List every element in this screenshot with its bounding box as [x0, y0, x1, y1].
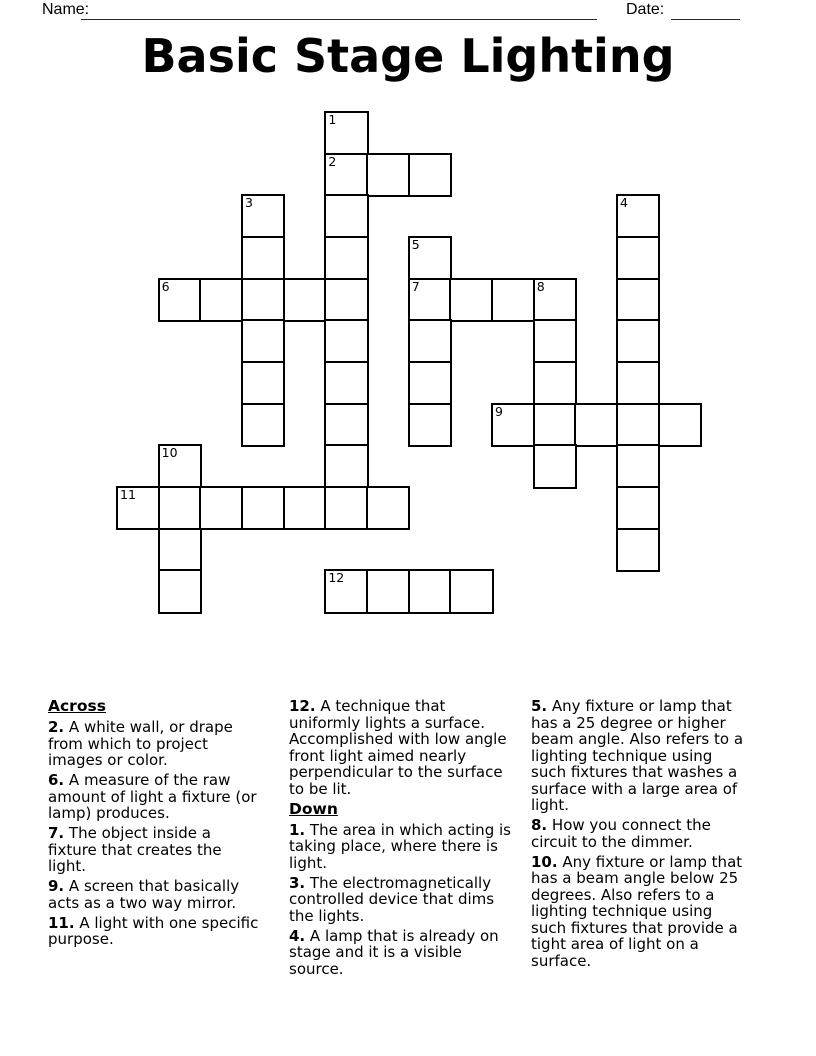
cell-number: 8	[536, 278, 545, 294]
cell-number: 3	[245, 195, 253, 211]
clue-10: 10. Any fixture or lamp that has a beam angle below 25 degrees. Also refers to a lighting technique using such fixtures that provide a tight area of light on a surface.	[531, 852, 743, 970]
grid-cell	[324, 361, 368, 405]
clue-5: 5. Any fixture or lamp that has a 25 degree or higher beam angle. Also refers to a lighting technique using such fixtures that washes a surface with a large area of light.	[531, 697, 744, 814]
grid-cell	[616, 444, 660, 488]
cell-number: 9	[495, 403, 503, 419]
clue-number: 11.	[48, 913, 75, 932]
grid-cell	[324, 111, 368, 155]
grid-cell	[449, 278, 493, 322]
clue-1: 1. The area in which acting is taking place, where there is light.	[289, 820, 511, 872]
clue-12: 12. A technique that uniformly lights a surface. Accomplished with low angle front light aimed nearly perpendicular to the surface to be lit.	[289, 697, 507, 798]
grid-cell	[324, 194, 368, 238]
grid-cell	[408, 153, 452, 197]
grid-cell	[616, 194, 660, 238]
grid-cell	[616, 278, 660, 322]
cell-number: 6	[161, 278, 170, 294]
grid-cell	[241, 194, 285, 238]
clue-column-2	[289, 698, 518, 981]
cell-number: 4	[620, 195, 628, 211]
clue-number: 5.	[531, 697, 548, 715]
grid-cell	[366, 486, 410, 530]
grid-cell	[158, 278, 202, 322]
grid-cell	[324, 278, 368, 322]
clues-section	[48, 698, 749, 981]
page-title: Basic Stage Lighting	[141, 29, 675, 83]
clue-number: 4.	[289, 926, 306, 945]
cell-number: 12	[328, 570, 345, 586]
clue-8: 8. How you connect the circuit to the dimmer.	[531, 816, 711, 851]
clue-number: 9.	[48, 877, 65, 895]
grid-cell	[533, 403, 577, 447]
grid-cell	[533, 278, 577, 322]
grid-cell	[533, 361, 577, 405]
grid-cell	[533, 444, 577, 488]
grid-cell	[408, 569, 452, 613]
grid-cell	[241, 403, 285, 447]
clue-number: 1.	[289, 820, 306, 839]
grid-cell	[158, 569, 202, 613]
grid-cell	[324, 153, 368, 197]
grid-cell	[324, 486, 368, 530]
cell-number: 1	[328, 112, 337, 127]
grid-cell	[324, 236, 368, 280]
grid-cell	[658, 403, 702, 447]
clue-number: 3.	[289, 873, 306, 892]
cell-number: 10	[161, 445, 178, 461]
clues-heading-down: Down	[289, 799, 338, 818]
clue-2: 2. A white wall, or drape from which to project images or color.	[48, 718, 233, 769]
clue-number: 12.	[289, 697, 316, 715]
grid-cell	[491, 403, 535, 447]
grid-cell	[241, 486, 285, 530]
grid-cell	[366, 569, 410, 613]
grid-cell	[241, 236, 285, 280]
grid-cell	[199, 486, 243, 530]
clue-number: 10.	[531, 852, 558, 871]
grid-cell	[408, 236, 452, 280]
cell-number: 11	[120, 487, 136, 503]
name-label: Name:	[42, 1, 90, 18]
clue-number: 6.	[48, 771, 65, 789]
grid-cell	[408, 361, 452, 405]
grid-cell	[408, 278, 452, 322]
clue-6: 6. A measure of the raw amount of light a fixture (or lamp) produces.	[48, 771, 257, 822]
grid-cell	[158, 444, 202, 488]
date-blank-line	[671, 2, 740, 20]
clue-7: 7. The object inside a fixture that creates the light.	[48, 824, 222, 875]
grid-cell	[158, 486, 202, 530]
grid-cell	[324, 444, 368, 488]
grid-cell	[616, 319, 660, 363]
grid-cell	[283, 486, 327, 530]
grid-cell	[324, 403, 368, 447]
grid-cell	[158, 528, 202, 572]
clue-11: 11. A light with one specific purpose.	[48, 913, 259, 948]
clues-heading-across: Across	[48, 697, 106, 715]
clue-column-1	[48, 698, 264, 981]
grid-cell	[241, 361, 285, 405]
clue-9: 9. A screen that basically acts as a two way mirror.	[48, 877, 240, 912]
cell-number: 5	[411, 237, 420, 252]
clue-4: 4. A lamp that is already on stage and it is a visible source.	[289, 926, 499, 978]
name-blank-line	[81, 2, 597, 20]
grid-cell	[408, 319, 452, 363]
grid-cell	[616, 403, 660, 447]
cell-number: 7	[411, 278, 420, 294]
grid-cell	[616, 236, 660, 280]
grid-cell	[324, 319, 368, 363]
grid-cell	[116, 486, 160, 530]
grid-cell	[533, 319, 577, 363]
clue-number: 8.	[531, 816, 548, 834]
grid-cell	[616, 486, 660, 530]
cell-number: 2	[328, 153, 337, 169]
crossword-grid	[116, 111, 706, 619]
grid-cell	[408, 403, 452, 447]
clue-number: 7.	[48, 824, 65, 842]
grid-cell	[241, 319, 285, 363]
grid-cell	[199, 278, 243, 322]
grid-cell	[616, 528, 660, 572]
date-label: Date:	[626, 1, 665, 18]
grid-cell	[366, 153, 410, 197]
clue-column-3	[531, 698, 749, 981]
grid-cell	[324, 569, 368, 613]
grid-cell	[574, 403, 618, 447]
grid-cell	[449, 569, 493, 613]
grid-cell	[241, 278, 285, 322]
grid-cell	[491, 278, 535, 322]
grid-cell	[283, 278, 327, 322]
clue-number: 2.	[48, 718, 65, 736]
clue-3: 3. The electromagnetically controlled device that dims the lights.	[289, 873, 495, 925]
grid-cell	[616, 361, 660, 405]
